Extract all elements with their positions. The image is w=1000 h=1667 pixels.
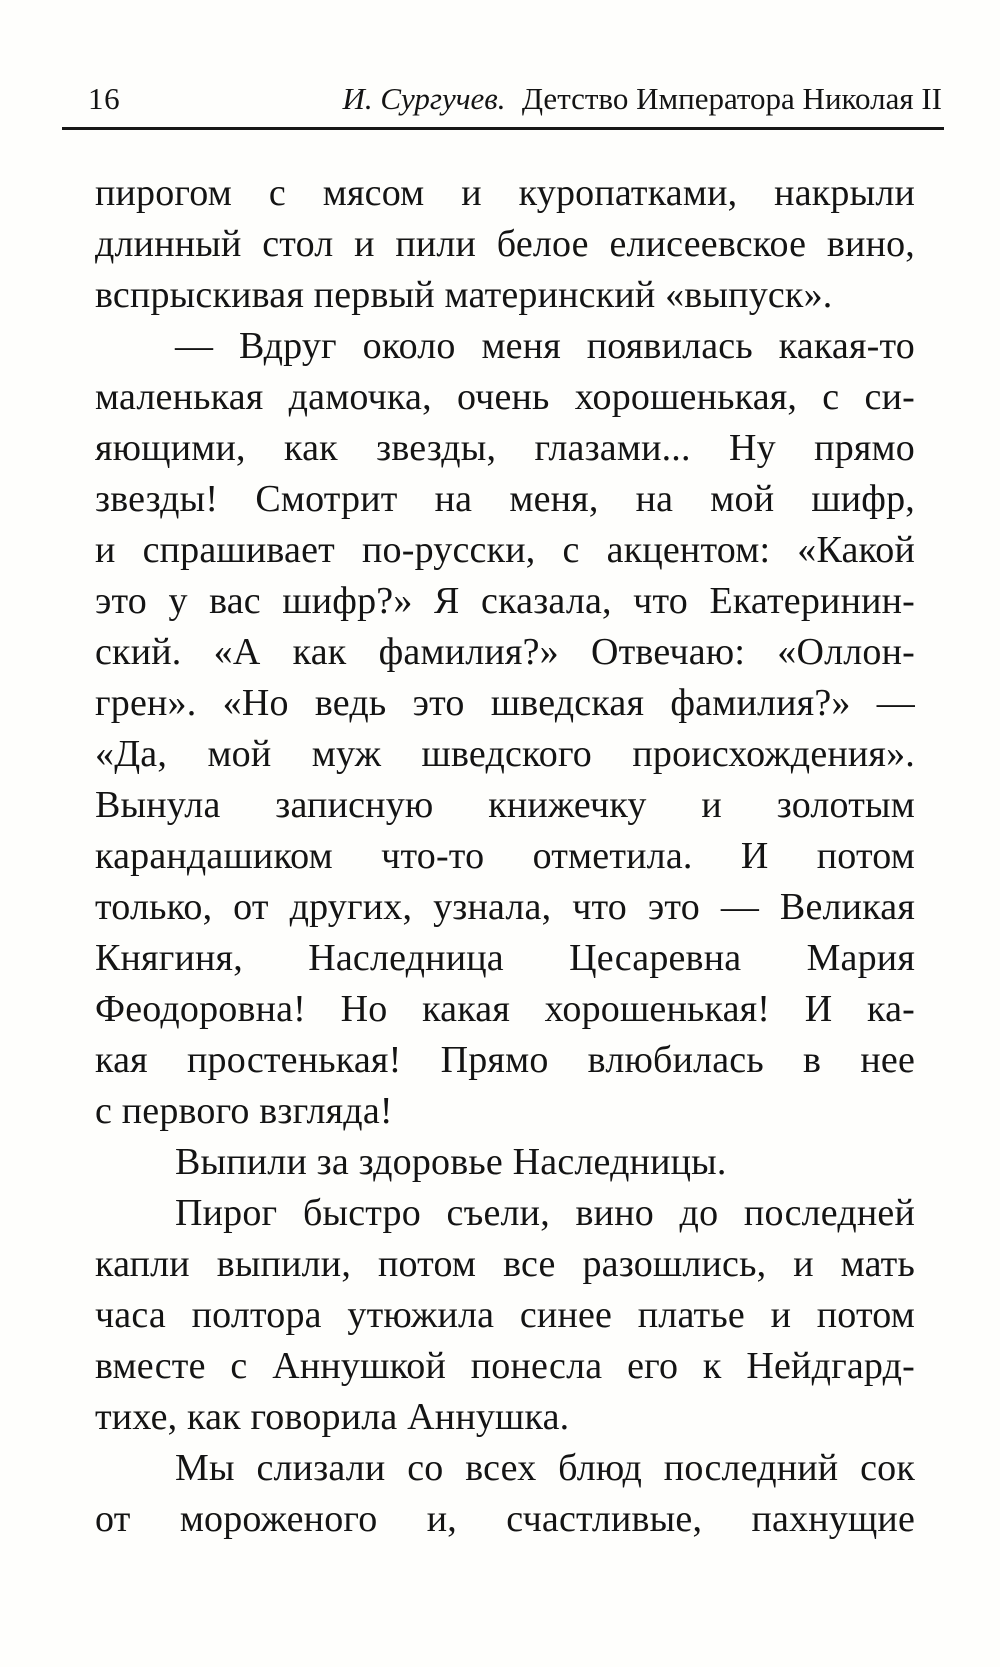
text-line: тихе, как говорила Аннушка. xyxy=(95,1396,570,1438)
text-line: карандашиком что-то отметила. И потом xyxy=(95,835,915,877)
running-title-text: Детство Императора Николая II xyxy=(521,81,942,116)
text-line: вспрыскивая первый материнский «выпуск». xyxy=(95,274,833,316)
text-line: только, от других, узнала, что это — Великая xyxy=(95,886,915,928)
text-line: вместе с Аннушкой понесла его к Нейдгард- xyxy=(95,1345,915,1387)
page-number: 16 xyxy=(88,81,121,116)
header-rule xyxy=(62,127,944,130)
paragraph xyxy=(95,1188,915,1443)
text-line: Княгиня, Наследница Цесаревна Мария xyxy=(95,937,915,979)
text-line: с первого взгляда! xyxy=(95,1090,393,1132)
text-line: Выпили за здоровье Наследницы. xyxy=(175,1141,727,1183)
text-line: и спрашивает по-русски, с акцентом: «Какой xyxy=(95,529,915,571)
paragraph xyxy=(95,1443,915,1545)
running-title xyxy=(342,80,942,117)
text-line: яющими, как звезды, глазами... Ну прямо xyxy=(95,427,915,469)
text-line: звезды! Смотрит на меня, на мой шифр, xyxy=(95,478,915,520)
running-title-author: И. Сургучев. xyxy=(342,81,506,116)
text-line: это у вас шифр?» Я сказала, что Екатеринин- xyxy=(95,580,915,622)
text-line: Мы слизали со всех блюд последний сок xyxy=(175,1447,915,1489)
text-line: — Вдруг около меня появилась какая-то xyxy=(175,325,915,367)
text-line: Вынула записную книжечку и золотым xyxy=(95,784,915,826)
text-line: маленькая дамочка, очень хорошенькая, с си- xyxy=(95,376,915,418)
text-line: длинный стол и пили белое елисеевское вино, xyxy=(95,223,915,265)
paragraph xyxy=(95,168,915,321)
text-line: часа полтора утюжила синее платье и потом xyxy=(95,1294,915,1336)
text-line: Феодоровна! Но какая хорошенькая! И ка- xyxy=(95,988,915,1030)
text-line: пирогом с мясом и куропатками, накрыли xyxy=(95,172,915,214)
paragraph xyxy=(95,1137,915,1188)
text-line: Пирог быстро съели, вино до последней xyxy=(175,1192,915,1234)
text-line: «Да, мой муж шведского происхождения». xyxy=(95,733,915,775)
text-line: кая простенькая! Прямо влюбилась в нее xyxy=(95,1039,915,1081)
paragraph xyxy=(95,321,915,1137)
text-line: от мороженого и, счастливые, пахнущие xyxy=(95,1498,915,1540)
text-line: капли выпили, потом все разошлись, и мать xyxy=(95,1243,915,1285)
page-header xyxy=(88,80,942,117)
text-line: ский. «А как фамилия?» Отвечаю: «Оллон- xyxy=(95,631,915,673)
body-text xyxy=(95,168,915,1545)
text-line: грен». «Но ведь это шведская фамилия?» — xyxy=(95,682,915,724)
